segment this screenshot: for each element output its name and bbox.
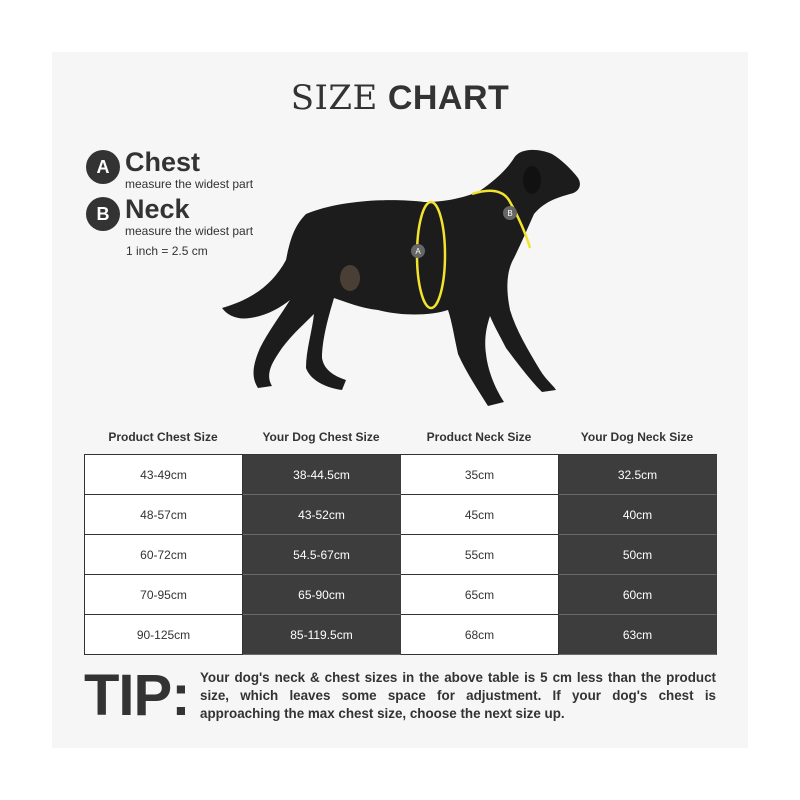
table-cell: 60cm [559, 575, 717, 615]
badge-b: B [86, 197, 120, 231]
table-cell: 65cm [401, 575, 559, 615]
title-part-chart: CHART [387, 79, 510, 117]
tip-label: TIP: [84, 663, 190, 728]
title-part-size: SIZE [290, 78, 378, 118]
dog-illustration [210, 140, 600, 415]
table-cell: 68cm [401, 615, 559, 655]
table-cell: 60-72cm [85, 535, 243, 575]
header-dog-neck: Your Dog Neck Size [580, 430, 694, 444]
badge-a: A [86, 150, 120, 184]
table-cell: 43-52cm [243, 495, 401, 535]
size-table [84, 454, 717, 655]
table-cell: 65-90cm [243, 575, 401, 615]
table-cell: 40cm [559, 495, 717, 535]
header-product-neck: Product Neck Size [426, 430, 532, 444]
table-cell: 63cm [559, 615, 717, 655]
legend-chest-note: measure the widest part [125, 177, 254, 191]
table-header [84, 430, 716, 444]
legend-chest-label: Chest [125, 147, 201, 177]
table-cell: 38-44.5cm [243, 455, 401, 495]
table-cell: 43-49cm [85, 455, 243, 495]
legend-neck-note: measure the widest part [125, 224, 254, 238]
chest-marker-label: A [415, 247, 421, 256]
table-cell: 85-119.5cm [243, 615, 401, 655]
table-cell: 32.5cm [559, 455, 717, 495]
table-cell: 54.5-67cm [243, 535, 401, 575]
neck-marker-label: B [507, 209, 513, 218]
table-cell: 70-95cm [85, 575, 243, 615]
table-cell: 50cm [559, 535, 717, 575]
tip-text: Your dog's neck & chest sizes in the above table is 5 cm less than the product size, which leaves some space for adjustment. If your dog's chest is approaching the max chest size, choose the next size up. [200, 670, 716, 721]
table-cell: 48-57cm [85, 495, 243, 535]
table-cell: 45cm [401, 495, 559, 535]
legend-neck-label: Neck [125, 194, 190, 224]
page-title [0, 78, 800, 118]
unit-conversion: 1 inch = 2.5 cm [126, 244, 208, 258]
header-product-chest: Product Chest Size [108, 430, 218, 444]
table-cell: 35cm [401, 455, 559, 495]
table-cell: 55cm [401, 535, 559, 575]
table-cell: 90-125cm [85, 615, 243, 655]
header-dog-chest: Your Dog Chest Size [262, 430, 380, 444]
